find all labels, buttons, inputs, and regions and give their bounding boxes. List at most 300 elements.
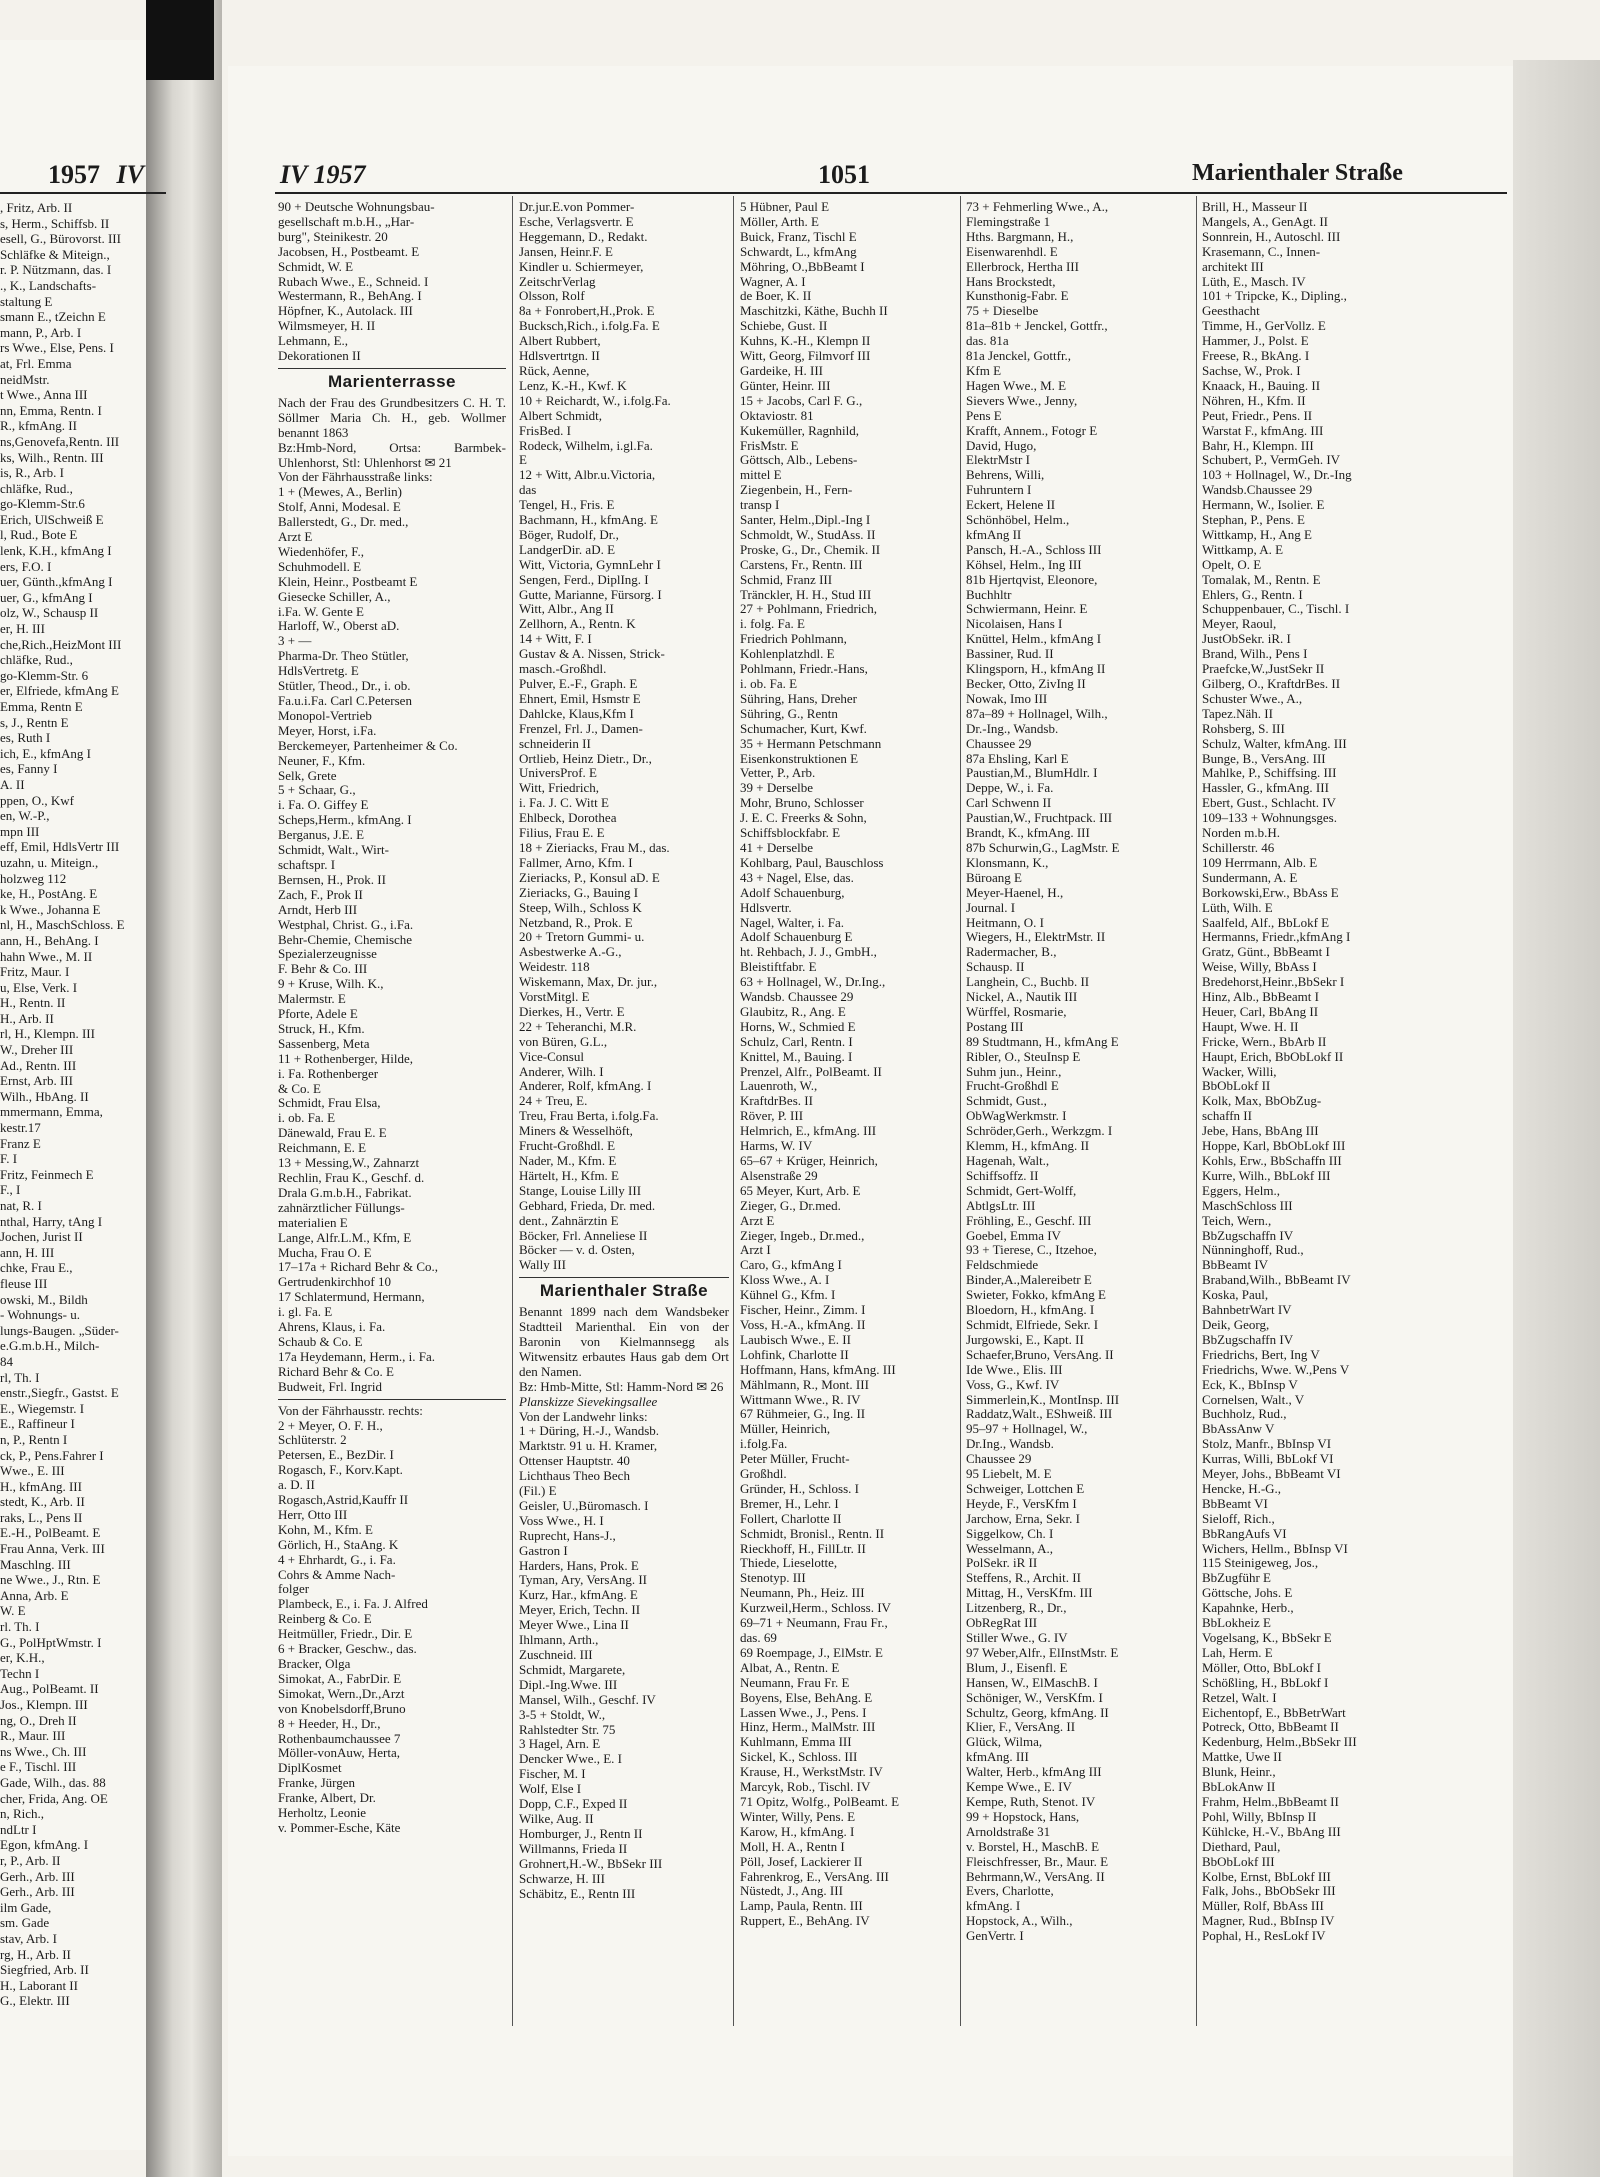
directory-entry: olz, W., Schausp II [0, 605, 99, 621]
directory-entry: 65–67 + Krüger, Heinrich, [740, 1154, 878, 1168]
directory-entry: er, H. III [0, 621, 45, 637]
directory-entry: Lamp, Paula, Rentn. III [740, 1899, 863, 1914]
directory-entry: Ehlbeck, Dorothea [519, 811, 617, 826]
directory-entry: Raddatz,Walt., EShweiß. III [966, 1407, 1113, 1422]
directory-entry: mann, P., Arb. I [0, 324, 82, 340]
directory-entry: Jochen, Jurist II [0, 1229, 83, 1245]
directory-entry: ann, H. III [0, 1244, 55, 1260]
directory-entry: Schläfke & Miteign., [0, 246, 110, 262]
directory-entry: 35 + Hermann Petschmann [740, 736, 882, 751]
directory-entry: Tomalak, M., Rentn. E [1202, 572, 1321, 587]
directory-entry: Kfm E [966, 363, 1002, 378]
directory-entry: schaffn II [1202, 1109, 1252, 1124]
directory-entry: Rieckhoff, H., FillLtr. II [740, 1541, 866, 1556]
directory-entry: Deppe, W., i. Fa. [966, 781, 1054, 796]
directory-entry: Rück, Aenne, [519, 363, 590, 378]
directory-entry: Hdlsvertrtgn. II [519, 349, 600, 364]
directory-entry: Prenzel, Alfr., PolBeamt. II [740, 1064, 882, 1079]
directory-entry: Falk, Johs., BbObSekr III [1202, 1884, 1336, 1899]
directory-entry: uzahn, u. Miteign., [0, 854, 99, 870]
directory-entry: 81a Jenckel, Gottfr., [966, 349, 1072, 364]
directory-entry: 69–71 + Neumann, Frau Fr., [740, 1616, 888, 1631]
directory-entry: Weidestr. 118 [519, 960, 590, 975]
directory-entry: Horns, W., Schmied E [740, 1019, 856, 1034]
directory-entry: Gratz, Günt., BbBeamt I [1202, 945, 1330, 960]
directory-entry: Hans Brockstedt, [966, 274, 1056, 289]
directory-entry: Stolz, Manfr., BbInsp VI [1202, 1437, 1332, 1452]
directory-entry: Brand, Wilh., Pens I [1202, 647, 1308, 662]
directory-entry: Boyens, Else, BehAng. E [740, 1690, 873, 1705]
directory-entry: , Fritz, Arb. II [0, 200, 73, 215]
directory-entry: Chaussee 29 [966, 1452, 1032, 1467]
directory-entry: Schulz, Walter, kfmAng. III [1202, 736, 1347, 751]
directory-entry: Ernst, Arb. III [0, 1073, 73, 1089]
directory-entry: Carstens, Fr., Rentn. III [740, 557, 863, 572]
directory-entry: Schwarze, H. III [519, 1871, 605, 1886]
directory-entry: Sachse, W., Prok. I [1202, 363, 1301, 378]
directory-entry: Pohl, Willy, BbInsp II [1202, 1809, 1317, 1824]
directory-entry: ilm Gade, [0, 1899, 52, 1915]
directory-entry: Aug., PolBeamt. II [0, 1681, 99, 1697]
directory-entry: is, R., Arb. I [0, 465, 64, 481]
directory-entry: Müller, Rolf, BbAss III [1202, 1899, 1324, 1914]
directory-entry: Gerh., Arb. III [0, 1884, 75, 1900]
directory-entry: ks, Wilh., Rentn. III [0, 449, 104, 465]
page-number: 1051 [818, 160, 870, 189]
street-district: Bz: Hmb-Mitte, Stl: Hamm-Nord ✉ 26 [519, 1379, 724, 1394]
directory-entry: Kuhlmann, Emma III [740, 1735, 852, 1750]
directory-entry: Franke, Albert, Dr. [278, 1791, 376, 1806]
directory-entry: Eisenwarenhdl. E [966, 244, 1058, 259]
directory-entry: ElektrMstr I [966, 453, 1030, 468]
directory-entry: Göttsche, Johs. E [1202, 1586, 1293, 1601]
directory-entry: Kurre, Wilh., BbLokf III [1202, 1168, 1331, 1183]
directory-entry: W. E [0, 1603, 26, 1619]
directory-entry: Flemingstraße 1 [966, 214, 1051, 229]
directory-entry: owski, M., Bildh [0, 1291, 88, 1307]
directory-entry: Rogasch, F., Korv.Kapt. [278, 1463, 403, 1478]
directory-entry: de Boer, K. II [740, 289, 812, 304]
directory-entry: Schmidt, Frau Elsa, [278, 1096, 381, 1111]
directory-entry: - Wohnungs- u. [0, 1307, 80, 1323]
directory-entry: raks, L., Pens II [0, 1509, 83, 1525]
directory-entry: i. Fa. O. Giffey E [278, 798, 369, 813]
directory-entry: 11 + Rothenberger, Hilde, [278, 1051, 413, 1066]
directory-entry: ppen, O., Kwf [0, 792, 75, 808]
directory-entry: BbBeamt VI [1202, 1496, 1268, 1511]
directory-entry: Zuschneid. III [519, 1648, 593, 1662]
directory-entry: Schubert, P., VermGeh. IV [1202, 453, 1341, 468]
directory-entry: Monopol-Vertrieb [278, 708, 372, 723]
directory-entry: hahn Wwe., M. II [0, 948, 93, 964]
directory-entry: Blum, J., Eisenfl. E [966, 1660, 1068, 1675]
directory-entry: uer, Günth.,kfmAng I [0, 574, 113, 590]
street-district: Bz:Hmb-Nord, Ortsa: Barmbek-Uhlenhorst, Stl: Uhlenhorst ✉ 21 [278, 440, 506, 470]
directory-entry: Schiffsoffz. II [966, 1168, 1039, 1183]
directory-entry: en, W.-P., [0, 808, 50, 824]
directory-entry: go-Klemm-Str.6 [0, 496, 85, 512]
directory-entry: Fallmer, Arno, Kfm. I [519, 855, 633, 870]
directory-entry: Bucksch,Rich., i.folg.Fa. E [519, 319, 660, 334]
directory-entry: Norden m.b.H. [1202, 826, 1280, 841]
directory-entry: 63 + Hollnagel, W., Dr.Ing., [740, 975, 886, 990]
section-divider [278, 368, 506, 369]
directory-entry: Nüstedt, J., Ang. III [740, 1884, 843, 1899]
directory-entry: Mittag, H., VersKfm. III [966, 1586, 1093, 1601]
left-header-year: 1957 [48, 160, 100, 189]
directory-entry: Simokat, Wern.,Dr.,Arzt [278, 1686, 405, 1701]
directory-column-3 [740, 200, 956, 2030]
directory-entry: Struck, H., Kfm. [278, 1021, 365, 1036]
directory-entry: R., kfmAng. II [0, 418, 77, 434]
directory-entry: Rechlin, Frau K., Geschf. d. [278, 1171, 425, 1185]
directory-entry: Paustian,W., Fruchtpack. III [966, 811, 1113, 826]
directory-entry: Sievers Wwe., Jenny, [966, 393, 1078, 408]
directory-entry: Radermacher, B., [966, 945, 1057, 960]
directory-entry: transp I [740, 498, 780, 513]
directory-entry: Vogelsang, K., BbSekr E [1202, 1631, 1332, 1645]
directory-entry: kfmAng. III [966, 1750, 1029, 1765]
directory-entry: 90 + Deutsche Wohnungsbau- [278, 200, 435, 214]
directory-entry: nl, H., MaschSchloss. E [0, 917, 125, 933]
directory-entry: G., PolHptWmstr. I [0, 1634, 102, 1650]
directory-entry: 27 + Pohlmann, Friedrich, [740, 602, 877, 617]
directory-entry: Brill, H., Masseur II [1202, 200, 1308, 214]
directory-entry: lungs-Baugen. „Süder- [0, 1322, 119, 1338]
directory-entry: Grohnert,H.-W., BbSekr III [519, 1856, 663, 1871]
directory-entry: Ahrens, Klaus, i. Fa. [278, 1320, 386, 1335]
directory-entry: Harloff, W., Oberst aD. [278, 619, 400, 634]
directory-entry: Oktaviostr. 81 [740, 408, 814, 423]
directory-entry: e.G.m.b.H., Milch- [0, 1338, 100, 1354]
directory-entry: Cohrs & Amme Nach- [278, 1567, 396, 1582]
directory-entry: Witt, Georg, Filmvorf III [740, 349, 871, 364]
directory-entry: Kempe, Ruth, Stenot. IV [966, 1794, 1096, 1809]
directory-entry: Hdlsvertr. [740, 900, 792, 915]
directory-entry: Santer, Helm.,Dipl.-Ing I [740, 513, 871, 528]
directory-entry: Albert Rubbert, [519, 334, 601, 349]
directory-entry: 87a Ehsling, Karl E [966, 751, 1069, 766]
directory-entry: Klonsmann, K., [966, 855, 1049, 870]
directory-entry: Paustian,M., BlumHdlr. I [966, 766, 1098, 781]
directory-entry: Friedrichs, Wwe. W.,Pens V [1202, 1362, 1350, 1377]
directory-entry: rs Wwe., Else, Pens. I [0, 340, 114, 356]
directory-entry: Tyman, Ary, VersAng. II [519, 1573, 647, 1588]
directory-entry: Schmid, Franz III [740, 572, 833, 587]
street-intro: Benannt 1899 nach dem Wandsbeker Stadtteil Marienthal. Ein von der Baronin von Kielmannsegg als Witwensitz erbautes Haus gab dem Ort den Namen. [519, 1305, 729, 1379]
directory-entry: holzweg 112 [0, 870, 67, 886]
directory-entry: Frenzel, Frl. J., Damen- [519, 721, 643, 736]
directory-entry: Rogasch,Astrid,Kauffr II [278, 1493, 409, 1508]
directory-entry: H., kfmAng. III [0, 1478, 82, 1494]
directory-entry: 84 [0, 1353, 13, 1369]
directory-entry: materialien E [278, 1215, 348, 1230]
directory-entry: Homburger, J., Rentn II [519, 1826, 643, 1841]
directory-entry: 103 + Hollnagel, W., Dr.-Ing [1202, 468, 1352, 483]
directory-entry: i. Fa. Rothenberger [278, 1066, 379, 1081]
directory-entry: Buchhltr [966, 587, 1012, 602]
directory-entry: 87a–89 + Hollnagel, Wilh., [966, 706, 1108, 721]
directory-entry: Behrmann,W., VersAng. II [966, 1869, 1105, 1884]
directory-entry: Walter, Herb., kfmAng III [966, 1765, 1102, 1780]
directory-entry: Meyer, Johs., BbBeamt VI [1202, 1467, 1341, 1482]
directory-entry: Ehnert, Emil, Hsmstr E [519, 691, 641, 706]
directory-entry: Kohls, Erw., BbSchaffn III [1202, 1154, 1342, 1168]
directory-entry: Schößling, H., BbLokf I [1202, 1675, 1329, 1690]
directory-entry: Heitmüller, Friedr., Dir. E [278, 1627, 413, 1642]
directory-entry: Krasemann, C., Innen- [1202, 244, 1321, 259]
directory-entry: Sassenberg, Meta [278, 1036, 370, 1051]
directory-entry: Dencker Wwe., E. I [519, 1752, 622, 1767]
directory-entry: Tengel, H., Fris. E [519, 498, 615, 513]
directory-entry: Jansen, Heinr.F. E [519, 244, 613, 259]
directory-entry: Wagner, A. I [740, 274, 806, 289]
directory-entry: Retzel, Walt. I [1202, 1690, 1277, 1705]
directory-entry: Lüth, E., Masch. IV [1202, 274, 1306, 289]
directory-entry: Bachmann, H., kfmAng. E [519, 513, 659, 528]
directory-entry: Petersen, E., BezDir. I [278, 1448, 394, 1463]
directory-entry: Mattke, Uwe II [1202, 1750, 1282, 1765]
directory-entry: 17 Schlatermund, Hermann, [278, 1290, 425, 1305]
directory-entry: Kempe Wwe., E. IV [966, 1780, 1072, 1795]
directory-entry: schaftspr. I [278, 857, 336, 872]
directory-entry: Bremer, H., Lehr. I [740, 1496, 839, 1511]
directory-entry: Schumacher, Kurt, Kwf. [740, 721, 867, 736]
directory-entry: 18 + Zieriacks, Frau M., das. [519, 840, 670, 855]
directory-entry: 9 + Kruse, Wilh. K., [278, 977, 384, 992]
directory-entry: Meyer, Erich, Techn. II [519, 1603, 641, 1618]
directory-entry: Neumann, Ph., Heiz. III [740, 1586, 865, 1601]
directory-entry: 22 + Teheranchi, M.R. [519, 1019, 637, 1034]
directory-entry: Friedrichs, Bert, Ing V [1202, 1347, 1320, 1362]
directory-entry: ZeitschrVerlag [519, 274, 596, 289]
directory-entry: go-Klemm-Str. 6 [0, 667, 89, 683]
directory-entry: Mohr, Bruno, Schlosser [740, 796, 864, 811]
directory-entry: Suhm jun., Heinr., [966, 1064, 1062, 1079]
directory-entry: Kukemüller, Ragnhild, [740, 423, 859, 438]
directory-entry: Jacobsen, H., Postbeamt. E [278, 244, 420, 259]
directory-entry: 3 Hagel, Arn. E [519, 1737, 601, 1752]
directory-entry: Witt, Victoria, GymnLehr I [519, 557, 661, 572]
directory-entry: Schausp. II [966, 960, 1025, 975]
directory-entry: Klein, Heinr., Postbeamt E [278, 574, 418, 589]
directory-entry: E., Raffineur I [0, 1416, 75, 1432]
directory-entry: 89 Studtmann, H., kfmAng E [966, 1034, 1119, 1049]
directory-entry: stedt, K., Arb. II [0, 1494, 85, 1510]
directory-entry: Karow, H., kfmAng. I [740, 1824, 855, 1839]
directory-entry: Kühnel G., Kfm. I [740, 1288, 836, 1303]
directory-entry: Nagel, Walter, i. Fa. [740, 915, 844, 930]
directory-entry: Wichers, Hellm., BbInsp VI [1202, 1541, 1348, 1556]
directory-entry: Litzenberg, R., Dr., [966, 1601, 1067, 1616]
directory-entry: chläfke, Rud., [0, 480, 73, 496]
directory-entry: ich, E., kfmAng I [0, 745, 91, 761]
directory-entry: Härtelt, H., Kfm. E [519, 1168, 620, 1183]
directory-entry: FrisBed. I [519, 423, 571, 438]
directory-entry: Wally III [519, 1258, 566, 1273]
directory-entry: Fricke, Wern., BbArb II [1202, 1034, 1327, 1049]
directory-entry: rg, H., Arb. II [0, 1946, 71, 1962]
directory-entry: Helmrich, E., kfmAng. III [740, 1124, 877, 1139]
directory-entry: Klingsporn, H., kfmAng II [966, 662, 1106, 677]
directory-entry: Goebel, Emma IV [966, 1228, 1061, 1243]
directory-entry: Großhdl. [740, 1467, 787, 1482]
directory-entry: das. 69 [740, 1631, 777, 1645]
directory-entry: 14 + Witt, F. I [519, 632, 592, 647]
directory-entry: Neuner, F., Kfm. [278, 753, 366, 768]
directory-entry: Hassler, G., kfmAng. III [1202, 781, 1329, 796]
directory-entry: smann E., tZeichn E [0, 309, 106, 325]
directory-entry: Arzt I [740, 1243, 771, 1258]
directory-entry: Ide Wwe., Elis. III [966, 1362, 1063, 1377]
directory-entry: Proske, G., Dr., Chemik. II [740, 542, 881, 557]
directory-entry: Peut, Friedr., Pens. II [1202, 408, 1313, 423]
directory-entry: 5 Hübner, Paul E [740, 200, 830, 214]
right-header-rule [275, 192, 1507, 194]
directory-entry: Fahrenkrog, E., VersAng. III [740, 1869, 889, 1884]
directory-entry: 17a Heydemann, Herm., i. Fa. [278, 1349, 436, 1364]
directory-entry: Fa.u.i.Fa. Carl C.Petersen [278, 694, 412, 708]
directory-entry: G., Elektr. III [0, 1993, 70, 2009]
directory-entry: 5 + Schaar, G., [278, 783, 356, 798]
directory-entry: architekt III [1202, 259, 1264, 274]
directory-entry: Fischer, M. I [519, 1767, 586, 1782]
directory-entry: rl, Th. I [0, 1369, 40, 1385]
directory-entry: Klemm, H., kfmAng. II [966, 1139, 1090, 1154]
directory-entry: Thiede, Lieselotte, [740, 1556, 838, 1571]
directory-entry: Dierkes, H., Vertr. E [519, 1004, 625, 1019]
directory-entry: i.Fa. W. Gente E [278, 604, 364, 619]
directory-entry: Stephan, P., Pens. E [1202, 513, 1305, 528]
directory-entry: Rahlstedter Str. 75 [519, 1722, 616, 1737]
directory-entry: Scheps,Herm., kfmAng. I [278, 813, 412, 828]
directory-entry: 93 + Tierese, C., Itzehoe, [966, 1243, 1097, 1258]
directory-entry: dent., Zahnärztin E [519, 1213, 619, 1228]
directory-entry: Schmidt, Bronisl., Rentn. II [740, 1526, 885, 1541]
directory-entry: i. ob. Fa. E [278, 1111, 336, 1126]
directory-entry: F., I [0, 1182, 21, 1198]
directory-entry: David, Hugo, [966, 438, 1037, 453]
directory-entry: Knittel, M., Bauing. I [740, 1049, 853, 1064]
directory-entry: Schmidt, W. E [278, 259, 354, 274]
directory-entry: Wandsb.Chaussee 29 [1202, 483, 1313, 498]
directory-entry: t Wwe., Anna III [0, 387, 88, 403]
directory-entry: Stütler, Theod., Dr., i. ob. [278, 679, 411, 694]
directory-entry: Köhsel, Helm., Ing III [966, 557, 1082, 572]
directory-entry: Hths. Bargmann, H., [966, 229, 1074, 244]
directory-entry: ndLtr I [0, 1821, 37, 1837]
left-page-header [48, 160, 144, 190]
street-intro: Nach der Frau des Grundbesitzers C. H. T. Söllmer Maria Ch. H., geb. Wollmer benannt 1863 [278, 395, 506, 440]
section-divider [278, 1399, 506, 1400]
directory-entry: BbObLokf III [1202, 1854, 1275, 1869]
directory-entry: Stiller Wwe., G. IV [966, 1631, 1068, 1645]
directory-entry: Techn I [0, 1665, 40, 1681]
directory-entry: uer, G., kfmAng I [0, 589, 93, 605]
directory-entry: JustObSekr. iR. I [1202, 632, 1291, 647]
directory-entry: AbtlgsLtr. III [966, 1198, 1036, 1213]
directory-entry: Ballerstedt, G., Dr. med., [278, 515, 409, 530]
directory-entry: Reinberg & Co. E [278, 1612, 372, 1627]
gutter-dark-strip [146, 0, 214, 80]
directory-entry: Kapahnke, Herb., [1202, 1601, 1294, 1616]
directory-column-4 [966, 200, 1192, 2030]
column-divider [960, 196, 961, 2026]
directory-entry: lenk, K.H., kfmAng I [0, 543, 112, 559]
directory-entry: Brandt, K., kfmAng. III [966, 826, 1090, 841]
directory-entry: Cornelsen, Walt., V [1202, 1392, 1305, 1407]
directory-entry: Anderer, Wilh. I [519, 1064, 604, 1079]
directory-entry: Schultz, Georg, kfmAng. II [966, 1705, 1109, 1720]
directory-entry: Hencke, H.-G., [1202, 1481, 1282, 1496]
directory-entry: Kurzweil,Herm., Schloss. IV [740, 1601, 891, 1616]
directory-entry: Lichthaus Theo Bech [519, 1469, 630, 1484]
directory-entry: Hagenah, Walt., [966, 1154, 1050, 1168]
directory-entry: Ebert, Gust., Schlacht. IV [1202, 796, 1336, 811]
directory-entry: Egon, kfmAng. I [0, 1837, 89, 1853]
directory-entry: Schuhmodell. E [278, 559, 362, 574]
directory-entry: Schmidt, Gust., [966, 1094, 1047, 1109]
directory-entry: Gertrudenkirchhof 10 [278, 1275, 391, 1290]
directory-entry: Mucha, Frau O. E [278, 1245, 372, 1260]
directory-entry: Sundermann, A. E [1202, 870, 1298, 885]
directory-entry: Voss, H.-A., kfmAng. II [740, 1317, 866, 1332]
directory-entry: Kohlbarg, Paul, Bauschloss [740, 855, 884, 870]
directory-entry: r. P. Nützmann, das. I [0, 262, 112, 278]
directory-entry: Ihlmann, Arth., [519, 1633, 599, 1648]
directory-entry: Gardeike, H. III [740, 363, 824, 378]
directory-entry: Miners & Wesselhöft, [519, 1124, 633, 1139]
directory-entry: 43 + Nagel, Else, das. [740, 870, 854, 885]
directory-entry: u, Else, Verk. I [0, 979, 78, 995]
directory-entry: Ortlieb, Heinz Dietr., Dr., [519, 751, 652, 766]
directory-entry: BbBeamt IV [1202, 1258, 1269, 1273]
directory-entry: Nickel, A., Nautik III [966, 990, 1078, 1005]
directory-entry: gesellschaft m.b.H., „Har- [278, 214, 415, 229]
directory-entry: Lenz, K.-H., Kwf. K [519, 378, 627, 393]
directory-entry: 97 Weber,Alfr., ElInstMstr. E [966, 1645, 1119, 1660]
directory-entry: Bassiner, Rud. II [966, 647, 1054, 662]
directory-entry: BbObLokf II [1202, 1079, 1271, 1094]
directory-entry: Berganus, J.E. E [278, 828, 365, 843]
directory-entry: e F., Tischl. III [0, 1759, 77, 1775]
directory-entry: Schönhöbel, Helm., [966, 513, 1070, 528]
directory-entry: Schmidt, Walt., Wirt- [278, 843, 389, 858]
directory-entry: Saalfeld, Alf., BbLokf E [1202, 915, 1330, 930]
directory-entry: Wiskemann, Max, Dr. jur., [519, 975, 658, 990]
directory-entry: Adolf Schauenburg, [740, 885, 845, 900]
directory-entry: Nöhren, H., Kfm. II [1202, 393, 1306, 408]
directory-entry: 3-5 + Stoldt, W., [519, 1707, 606, 1722]
directory-entry: das. 81a [966, 334, 1009, 349]
directory-entry: Frucht-Großhdl. E [519, 1139, 616, 1154]
left-header-rule [0, 192, 166, 194]
directory-entry: Giesecke Schiller, A., [278, 589, 391, 604]
directory-entry: Borkowski,Erw., BbAss E [1202, 885, 1339, 900]
directory-entry: Erich, UlSchweiß E [0, 511, 104, 527]
directory-entry: Sonnrein, H., Autoschl. III [1202, 229, 1341, 244]
street-side-label: Von der Landwehr links: [519, 1409, 648, 1424]
directory-entry: Diethard, Paul, [1202, 1839, 1281, 1854]
directory-entry: Stenotyp. III [740, 1571, 806, 1586]
directory-entry: Bahr, H., Klempn. III [1202, 438, 1314, 453]
directory-entry: Schwardt, L., kfmAng [740, 244, 857, 259]
directory-entry: Zellhorn, A., Rentn. K [519, 617, 636, 632]
directory-entry: Emma, Rentn E [0, 699, 83, 714]
directory-entry: Maschitzki, Käthe, Buchh II [740, 304, 888, 319]
directory-entry: 81a–81b + Jenckel, Gottfr., [966, 319, 1108, 334]
directory-entry: i. folg. Fa. E [740, 617, 805, 632]
